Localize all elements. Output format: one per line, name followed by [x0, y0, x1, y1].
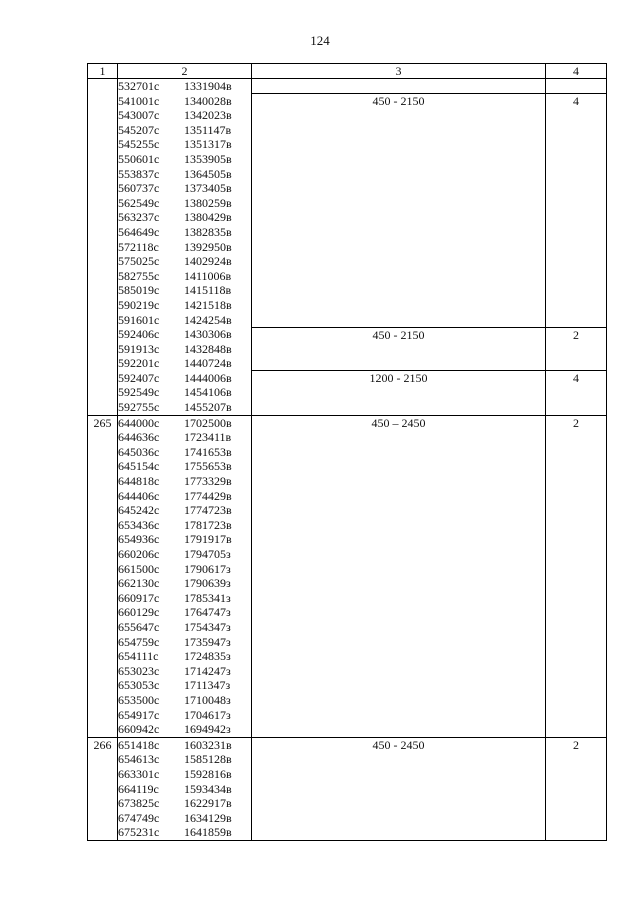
latitude-code: 653436с [118, 517, 160, 532]
longitude-code: 1741653в [184, 444, 232, 459]
latitude-code: 592549с [118, 385, 160, 400]
coordinate-line [118, 635, 251, 650]
longitude-code: 1790617з [184, 561, 231, 576]
latitude-code: 592407с [118, 370, 160, 385]
longitude-code: 1714247з [184, 663, 231, 678]
latitude-code: 644636с [118, 430, 160, 445]
latitude-code: 564649с [118, 224, 160, 239]
longitude-code: 1704617з [184, 707, 231, 722]
longitude-code: 1430306в [184, 327, 232, 342]
group-number [88, 94, 118, 328]
header-col-1: 1 [88, 64, 118, 79]
depth-range [252, 79, 546, 94]
coordinate-line [118, 562, 251, 577]
coordinate-line [118, 664, 251, 679]
latitude-code: 562549с [118, 195, 160, 210]
coordinate-line [118, 167, 251, 182]
coordinate-line [118, 79, 251, 94]
coordinate-line [118, 196, 251, 211]
coordinate-line [118, 825, 251, 840]
longitude-code: 1724835з [184, 649, 231, 664]
coordinate-line [118, 605, 251, 620]
latitude-code: 590219с [118, 297, 160, 312]
latitude-code: 591913с [118, 341, 160, 356]
quantity: 2 [546, 327, 607, 371]
table-group-row [88, 415, 607, 737]
table-group-row [88, 327, 607, 371]
longitude-code: 1380429в [184, 210, 232, 225]
coordinate-line [118, 152, 251, 167]
longitude-code: 1424254в [184, 312, 232, 327]
latitude-code: 660206с [118, 547, 160, 561]
latitude-code: 653023с [118, 663, 160, 678]
latitude-code: 654917с [118, 707, 160, 722]
latitude-code: 675231с [118, 825, 160, 840]
latitude-code: 591601с [118, 312, 160, 327]
longitude-code: 1432848в [184, 341, 232, 356]
longitude-code: 1364505в [184, 166, 232, 181]
longitude-code: 1592816в [184, 766, 232, 781]
header-col-4: 4 [546, 64, 607, 79]
depth-range: 1200 - 2150 [252, 371, 546, 415]
latitude-code: 572118с [118, 239, 159, 254]
coordinate-line [118, 532, 251, 547]
longitude-code: 1382835в [184, 224, 232, 239]
longitude-code: 1790639з [184, 576, 231, 591]
latitude-code: 644000с [118, 415, 160, 430]
longitude-code: 1380259в [184, 195, 232, 210]
latitude-code: 651418с [118, 737, 160, 752]
latitude-code: 545255с [118, 137, 160, 152]
latitude-code: 653500с [118, 692, 160, 707]
group-number [88, 79, 118, 94]
coordinate-line [118, 94, 251, 109]
latitude-code: 673825с [118, 796, 160, 811]
longitude-code: 1735947з [184, 634, 231, 649]
coordinate-line [118, 489, 251, 504]
coordinate-list [118, 327, 252, 371]
table-group-row [88, 79, 607, 94]
coordinate-line [118, 269, 251, 284]
longitude-code: 1415118в [184, 283, 232, 298]
latitude-code: 575025с [118, 254, 160, 269]
coordinate-line [118, 811, 251, 826]
latitude-code: 674749с [118, 810, 160, 825]
longitude-code: 1351147в [184, 122, 232, 137]
coordinate-line [118, 738, 251, 753]
longitude-code: 1710048з [184, 692, 231, 707]
latitude-code: 585019с [118, 283, 160, 298]
latitude-code: 550601с [118, 151, 160, 166]
coordinate-line [118, 752, 251, 767]
coordinate-line [118, 693, 251, 708]
quantity: 4 [546, 94, 607, 328]
coordinate-line [118, 620, 251, 635]
coordinate-line [118, 240, 251, 255]
coordinate-line [118, 313, 251, 328]
coordinate-line [118, 503, 251, 518]
coordinate-line [118, 342, 251, 357]
coordinate-line [118, 445, 251, 460]
coordinate-line [118, 225, 251, 240]
longitude-code: 1402924в [184, 254, 232, 269]
latitude-code: 654613с [118, 752, 160, 767]
latitude-code: 654936с [118, 532, 160, 547]
depth-range: 450 - 2150 [252, 94, 546, 328]
coordinate-list [118, 737, 252, 840]
longitude-code: 1440724в [184, 356, 232, 371]
longitude-code: 1781723в [184, 517, 232, 532]
coordinate-line [118, 782, 251, 797]
coordinate-line [118, 371, 251, 386]
latitude-code: 543007с [118, 108, 160, 123]
table-group-row [88, 371, 607, 415]
table-group-row [88, 94, 607, 328]
quantity: 4 [546, 371, 607, 415]
latitude-code: 545207с [118, 122, 160, 137]
longitude-code: 1641859в [184, 825, 232, 840]
coordinate-line [118, 649, 251, 664]
coordinate-line [118, 678, 251, 693]
coordinate-line [118, 123, 251, 138]
latitude-code: 660917с [118, 590, 160, 605]
coordinate-line [118, 722, 251, 737]
longitude-code: 1585128в [184, 752, 232, 767]
coordinate-list [118, 79, 252, 94]
latitude-code: 654759с [118, 634, 160, 649]
longitude-code: 1421518в [184, 297, 232, 312]
coordinate-line [118, 137, 251, 152]
longitude-code: 1342023в [184, 108, 232, 123]
depth-range: 450 – 2450 [252, 415, 546, 737]
longitude-code: 1444006в [184, 370, 232, 385]
header-col-3: 3 [252, 64, 546, 79]
longitude-code: 1754347з [184, 619, 231, 634]
coordinate-line [118, 254, 251, 269]
latitude-code: 660942с [118, 722, 160, 737]
coordinate-list [118, 94, 252, 328]
latitude-code: 541001с [118, 93, 160, 108]
coordinates-table [87, 63, 607, 841]
latitude-code: 664119с [118, 781, 159, 796]
coordinate-line [118, 356, 251, 371]
page-number: 124 [310, 33, 330, 48]
coordinate-line [118, 767, 251, 782]
coordinate-line [118, 576, 251, 591]
longitude-code: 1353905в [184, 151, 232, 166]
group-number [88, 327, 118, 371]
longitude-code: 1411006в [184, 268, 232, 283]
group-number: 265 [88, 415, 118, 737]
coordinate-line [118, 327, 251, 342]
longitude-code: 1755653в [184, 459, 232, 474]
longitude-code: 1785341з [184, 590, 231, 605]
latitude-code: 560737с [118, 181, 160, 196]
longitude-code: 1373405в [184, 181, 232, 196]
latitude-code: 654111с [118, 649, 159, 664]
coordinate-line [118, 298, 251, 313]
coordinate-line [118, 474, 251, 489]
longitude-code: 1622917в [184, 796, 232, 811]
coordinate-line [118, 385, 251, 400]
coordinate-line [118, 591, 251, 606]
latitude-code: 582755с [118, 268, 160, 283]
coordinate-line [118, 416, 251, 431]
latitude-code: 662130с [118, 576, 160, 591]
longitude-code: 1351317в [184, 137, 232, 152]
coordinate-line [118, 518, 251, 533]
depth-range: 450 - 2450 [252, 737, 546, 840]
latitude-code: 663301с [118, 766, 160, 781]
longitude-code: 1455207в [184, 400, 232, 415]
latitude-code: 653053с [118, 678, 160, 693]
quantity: 2 [546, 415, 607, 737]
longitude-code: 1331904в [184, 79, 232, 93]
coordinate-line [118, 400, 251, 415]
coordinate-line [118, 181, 251, 196]
depth-range: 450 - 2150 [252, 327, 546, 371]
latitude-code: 644818с [118, 474, 160, 489]
coordinate-line [118, 210, 251, 225]
longitude-code: 1694942з [184, 722, 231, 737]
latitude-code: 592201с [118, 356, 160, 371]
coordinate-list [118, 415, 252, 737]
longitude-code: 1723411в [184, 430, 232, 445]
longitude-code: 1702500в [184, 415, 232, 430]
longitude-code: 1603231в [184, 737, 232, 752]
coordinate-line [118, 430, 251, 445]
longitude-code: 1392950в [184, 239, 232, 254]
quantity [546, 79, 607, 94]
latitude-code: 660129с [118, 605, 160, 620]
coordinate-line [118, 796, 251, 811]
latitude-code: 644406с [118, 488, 160, 503]
coordinate-line [118, 547, 251, 562]
latitude-code: 553837с [118, 166, 160, 181]
longitude-code: 1791917в [184, 532, 232, 547]
latitude-code: 645242с [118, 503, 160, 518]
longitude-code: 1711347з [184, 678, 231, 693]
longitude-code: 1593434в [184, 781, 232, 796]
latitude-code: 532701с [118, 79, 160, 93]
longitude-code: 1794705з [184, 547, 231, 561]
coordinate-list [118, 371, 252, 415]
coordinate-line [118, 283, 251, 298]
longitude-code: 1634129в [184, 810, 232, 825]
coordinate-line [118, 708, 251, 723]
latitude-code: 592755с [118, 400, 160, 415]
longitude-code: 1773329в [184, 474, 232, 489]
latitude-code: 655647с [118, 619, 160, 634]
coordinate-line [118, 459, 251, 474]
longitude-code: 1454106в [184, 385, 232, 400]
latitude-code: 563237с [118, 210, 160, 225]
latitude-code: 661500с [118, 561, 160, 576]
latitude-code: 645154с [118, 459, 160, 474]
quantity: 2 [546, 737, 607, 840]
group-number [88, 371, 118, 415]
coordinate-line [118, 108, 251, 123]
latitude-code: 645036с [118, 444, 160, 459]
latitude-code: 592406с [118, 327, 160, 342]
table-group-row [88, 737, 607, 840]
group-number: 266 [88, 737, 118, 840]
longitude-code: 1774723в [184, 503, 232, 518]
longitude-code: 1774429в [184, 488, 232, 503]
table-header-row [88, 64, 607, 79]
header-col-2: 2 [118, 64, 252, 79]
longitude-code: 1340028в [184, 93, 232, 108]
longitude-code: 1764747з [184, 605, 231, 620]
